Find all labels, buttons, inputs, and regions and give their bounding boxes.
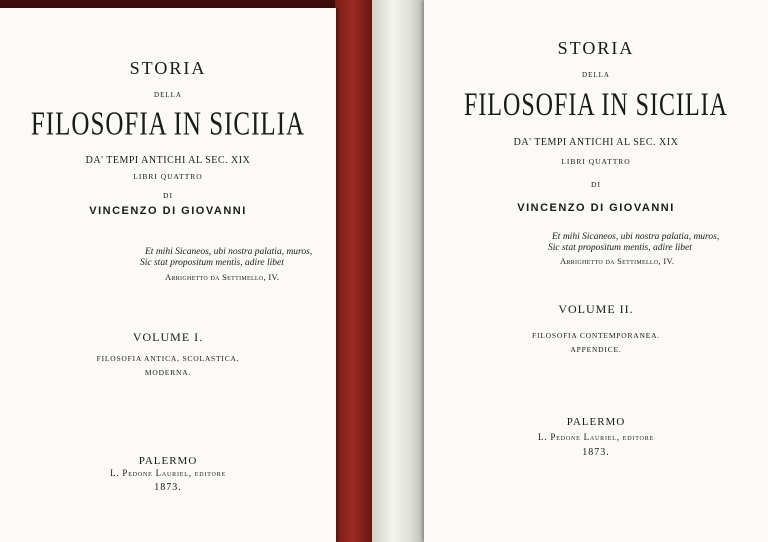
publication-year: 1873. <box>154 482 182 493</box>
title-della: DELLA <box>154 91 182 99</box>
epigraph-attribution: Arrighetto da Settimello, IV. <box>165 272 280 282</box>
publisher-city: PALERMO <box>566 416 626 428</box>
epigraph-attribution: Arrighetto da Settimello, IV. <box>560 256 675 266</box>
epigraph-line-2: Sic stat propositum mentis, adire libet <box>140 258 284 268</box>
title-storia: STORIA <box>129 58 207 78</box>
publisher-name: L. Pedone Lauriel, editore <box>538 432 654 442</box>
libri-quattro: LIBRI QUATTRO <box>561 157 631 166</box>
publication-year: 1873. <box>582 447 610 458</box>
title-della: DELLA <box>582 71 610 79</box>
di-label: DI <box>163 191 173 200</box>
libri-quattro: LIBRI QUATTRO <box>133 172 203 181</box>
epigraph-line-1: Et mihi Sicaneos, ubi nostra palatia, muros, <box>145 247 313 257</box>
title-page-volume-2 <box>424 0 768 542</box>
di-label: DI <box>591 180 601 189</box>
volume-desc-line-2: APPENDICE. <box>570 345 622 354</box>
volume-desc-line-1: FILOSOFIA CONTEMPORANEA. <box>532 331 660 340</box>
title-page-volume-1 <box>0 8 336 542</box>
epigraph-line-2: Sic stat propositum mentis, adire libet <box>548 243 692 253</box>
publisher-city: PALERMO <box>138 455 198 467</box>
volume-number: VOLUME I. <box>132 330 204 344</box>
epigraph-line-1: Et mihi Sicaneos, ubi nostra palatia, muros, <box>552 232 720 242</box>
publisher-name: L. Pedone Lauriel, editore <box>110 468 226 478</box>
volume-number: VOLUME II. <box>558 302 634 316</box>
subtitle: DA' TEMPI ANTICHI AL SEC. XIX <box>513 137 679 148</box>
subtitle: DA' TEMPI ANTICHI AL SEC. XIX <box>85 155 251 166</box>
title-main: FILOSOFIA IN SICILIA <box>463 88 728 124</box>
author-name: VINCENZO DI GIOVANNI <box>517 202 675 214</box>
title-storia: STORIA <box>557 38 635 58</box>
volume-desc-line-1: FILOSOFIA ANTICA, SCOLASTICA, <box>96 354 240 363</box>
red-binding <box>335 0 375 542</box>
title-main: FILOSOFIA IN SICILIA <box>30 106 306 143</box>
volume-desc-line-2: MODERNA. <box>144 368 192 377</box>
author-name: VINCENZO DI GIOVANNI <box>89 205 247 217</box>
paper-spine <box>372 0 424 542</box>
